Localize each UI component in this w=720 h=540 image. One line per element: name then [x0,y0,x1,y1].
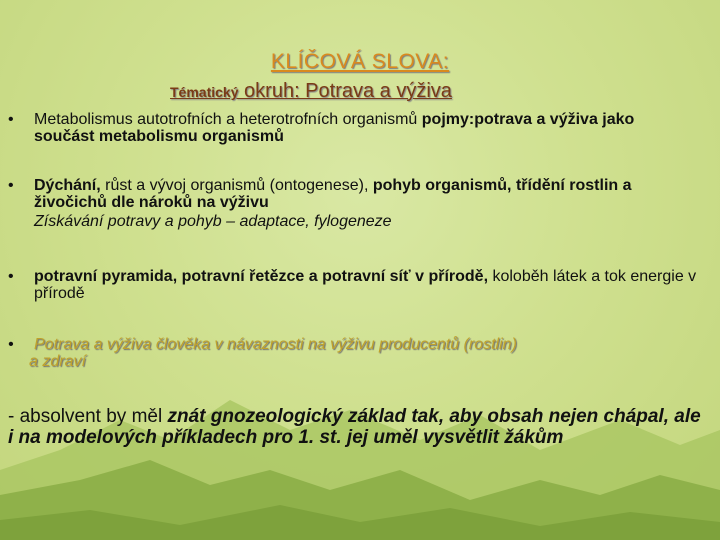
bullet-text: Dýchání, růst a vývoj organismů (ontogenese), pohyb organismů, třídění rostlin a živočichů dle nároků na výživu [34,177,632,211]
subtitle-label: Tématický [170,84,239,100]
slide-title: KLÍČOVÁ SLOVA: [270,50,450,73]
subtitle-topic: okruh: Potrava a výživa [238,80,452,102]
bullet-item-1 [8,111,698,145]
bullet-dot: • [8,336,14,353]
bullet-dot: • [8,268,14,285]
absolvent-statement: - absolvent by měl znát gnozeologický základ tak, aby obsah nejen chápal, ale i na modelových příkladech pro 1. st. jej uměl vysvětlit žákům [8,406,701,448]
bullet-extra-line: Získávání potravy a pohyb – adaptace, fylogeneze [34,213,392,230]
slide-subtitle [170,80,452,103]
bullet-text: potravní pyramida, potravní řetězce a potravní síť v přírodě, koloběh látek a tok energie v přírodě [34,268,697,302]
bullet-text: Potrava a výživa člověka v návaznosti na výživu producentů (rostlin) [34,336,517,353]
bullet-item-2 [8,177,698,230]
bullet-text: Metabolismus autotrofních a heterotrofních organismů pojmy:potrava a výživa jako součást metabolismu organismů [34,111,635,145]
bullet-dot: • [8,111,14,128]
bullet-text-continuation: a zdraví [29,353,86,370]
bullet-item-4 [8,336,698,370]
bullet-item-3 [8,268,698,302]
bullet-dot: • [8,177,14,194]
